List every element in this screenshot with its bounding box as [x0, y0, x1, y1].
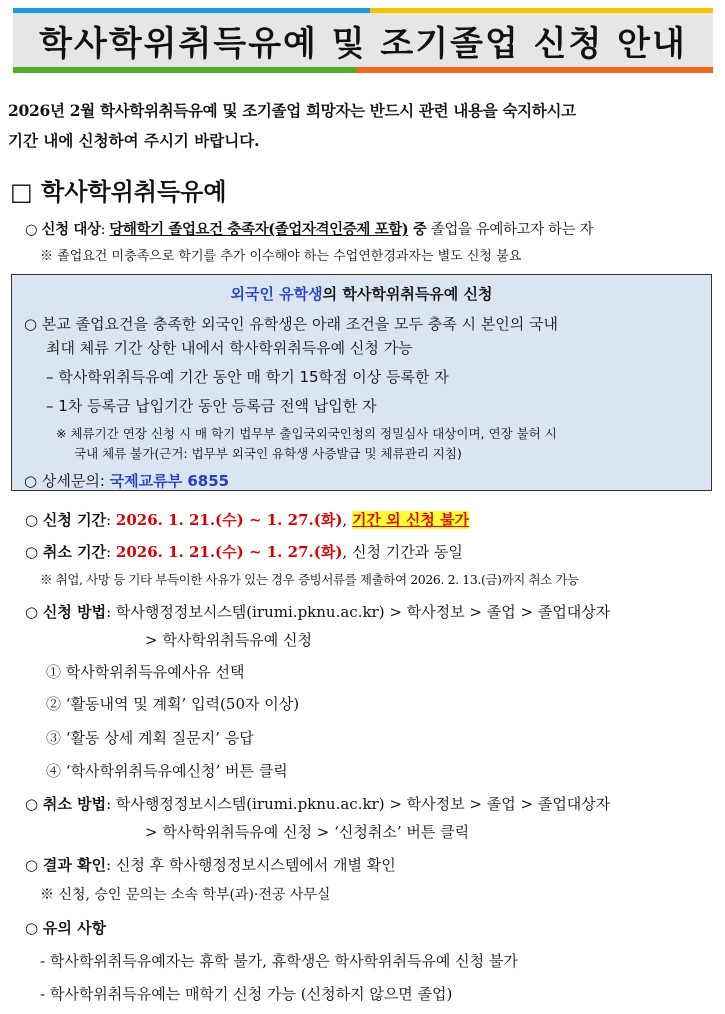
cancel-method-colon: :	[106, 795, 116, 813]
apply-method-line2: > 학사학위취득유예 신청	[145, 631, 313, 649]
apply-method-label: 신청 방법	[42, 603, 107, 621]
result-label: 결과 확인	[42, 856, 107, 874]
box-item1-bullet: ○	[24, 315, 38, 333]
intro-line-1: 2026년 2월 학사학위취득유예 및 조기졸업 희망자는 반드시 관련 내용을 숙지하시고	[8, 101, 576, 120]
inquiry-bullet: ○	[24, 472, 38, 490]
title-box	[13, 13, 713, 67]
result-note: ※ 신청, 승인 문의는 소속 학부(과)·전공 사무실	[40, 887, 331, 903]
apply-method-bullet: ○	[25, 603, 39, 621]
step-3-text: ‘활동 상세 계획 질문지’ 응답	[65, 729, 254, 747]
step-4-number: ④	[46, 762, 62, 780]
result-text: 신청 후 학사행정정보시스템에서 개별 확인	[115, 856, 396, 874]
step-4-text: ‘학사학위취득유예신청’ 버튼 클릭	[65, 762, 288, 780]
section-bullet: □	[10, 178, 33, 206]
apply-period-dates: 2026. 1. 21.(수) ~ 1. 27.(화)	[115, 511, 343, 529]
apply-period-warning: 기간 외 신청 불가	[351, 511, 470, 529]
target-underlined: 당해학기 졸업요건 충족자(졸업자격인증제 포함)	[109, 221, 409, 238]
cancel-period-colon: :	[106, 543, 116, 561]
page-title: 학사학위취득유예 및 조기졸업 신청 안내	[39, 23, 687, 64]
box-item1-line1	[24, 313, 558, 334]
cancel-period-label: 취소 기간	[42, 543, 107, 561]
box-note-line1: ※ 체류기간 연장 신청 시 매 학기 법무부 출입국외국인청의 정밀심사 대상이며, 연장 불허 시	[56, 426, 557, 441]
apply-step-3	[46, 727, 254, 748]
target-row	[25, 218, 593, 239]
title-bottom-bar	[13, 67, 713, 73]
apply-method-colon: :	[106, 603, 116, 621]
step-3-number: ③	[46, 729, 62, 747]
target-suffix: 중	[408, 221, 427, 238]
apply-step-2	[46, 693, 299, 714]
result-row	[25, 854, 396, 875]
notes-item-1: - 학사학위취득유예자는 휴학 불가, 휴학생은 학사학위취득유예 신청 불가	[40, 952, 518, 970]
step-2-text: ‘활동내역 및 계획’ 입력(50자 이상)	[65, 695, 300, 713]
intro-line-2: 기간 내에 신청하여 주시기 바랍니다.	[8, 131, 260, 150]
cancel-method-path: 학사행정정보시스템(irumi.pknu.ac.kr) > 학사정보 > 졸업 > 졸업대상자	[115, 795, 611, 813]
cancel-period-bullet: ○	[25, 543, 39, 561]
step-1-text: 학사학위취득유예사유 선택	[65, 663, 245, 681]
inquiry-contact: 국제교류부 6855	[109, 472, 230, 490]
cancel-period-rest: , 신청 기간과 동일	[342, 543, 463, 561]
apply-period-row	[25, 509, 469, 530]
box-title	[12, 283, 711, 304]
apply-period-comma: ,	[342, 511, 352, 529]
notes-row	[25, 917, 106, 938]
target-colon: :	[100, 222, 110, 238]
notes-bullet: ○	[25, 919, 39, 937]
inquiry-label: 상세문의:	[41, 472, 110, 490]
box-note-line2: 국내 체류 불가(근거: 법무부 외국인 유학생 사증발급 및 체류관리 지침)	[74, 446, 462, 461]
apply-step-1	[46, 661, 244, 682]
box-condition-2: – 1차 등록금 납입기간 동안 등록금 전액 납입한 자	[46, 397, 377, 415]
notes-item-2: - 학사학위취득유예는 매학기 신청 가능 (신청하지 않으면 졸업)	[40, 985, 453, 1003]
apply-method-path: 학사행정정보시스템(irumi.pknu.ac.kr) > 학사정보 > 졸업 > 졸업대상자	[115, 603, 611, 621]
section-heading	[10, 172, 227, 207]
target-rest: 졸업을 유예하고자 하는 자	[426, 222, 594, 238]
cancel-method-bullet: ○	[25, 795, 39, 813]
target-note: ※ 졸업요건 미충족으로 학기를 추가 이수해야 하는 수업연한경과자는 별도 신청 불요	[40, 249, 522, 264]
cancel-method-row	[25, 793, 610, 814]
step-2-number: ②	[46, 695, 62, 713]
apply-period-label: 신청 기간	[42, 511, 107, 529]
target-bullet: ○	[25, 222, 38, 238]
step-1-number: ①	[46, 663, 62, 681]
cancel-method-line2: > 학사학위취득유예 신청 > ‘신청취소’ 버튼 클릭	[145, 823, 470, 841]
cancel-method-label: 취소 방법	[42, 795, 107, 813]
box-condition-1: – 학사학위취득유예 기간 동안 매 학기 15학점 이상 등록한 자	[46, 368, 449, 386]
box-inquiry	[24, 470, 229, 491]
box-title-highlight: 외국인 유학생	[230, 285, 323, 303]
apply-step-4	[46, 760, 288, 781]
result-bullet: ○	[25, 856, 39, 874]
notes-label: 유의 사항	[42, 919, 107, 937]
cancel-period-row	[25, 541, 463, 562]
apply-method-row	[25, 601, 610, 622]
cancel-period-dates: 2026. 1. 21.(수) ~ 1. 27.(화)	[115, 543, 343, 561]
apply-period-bullet: ○	[25, 511, 39, 529]
box-item1-line2: 최대 체류 기간 상한 내에서 학사학위취득유예 신청 가능	[46, 339, 413, 357]
intro-paragraph	[8, 96, 718, 156]
box-title-rest: 의 학사학위취득유예 신청	[322, 285, 493, 303]
section-heading-text: 학사학위취득유예	[41, 178, 227, 206]
title-banner	[13, 8, 713, 74]
foreign-student-box	[11, 274, 712, 491]
box-item1-text1: 본교 졸업요건을 충족한 외국인 유학생은 아래 조건을 모두 충족 시 본인의 국내	[41, 315, 559, 333]
cancel-note: ※ 취업, 사망 등 기타 부득이한 사유가 있는 경우 증빙서류를 제출하여 2026. 2. 13.(금)까지 취소 가능	[40, 572, 579, 587]
target-label: 신청 대상	[41, 221, 101, 238]
apply-period-colon: :	[106, 511, 116, 529]
result-colon: :	[106, 856, 116, 874]
